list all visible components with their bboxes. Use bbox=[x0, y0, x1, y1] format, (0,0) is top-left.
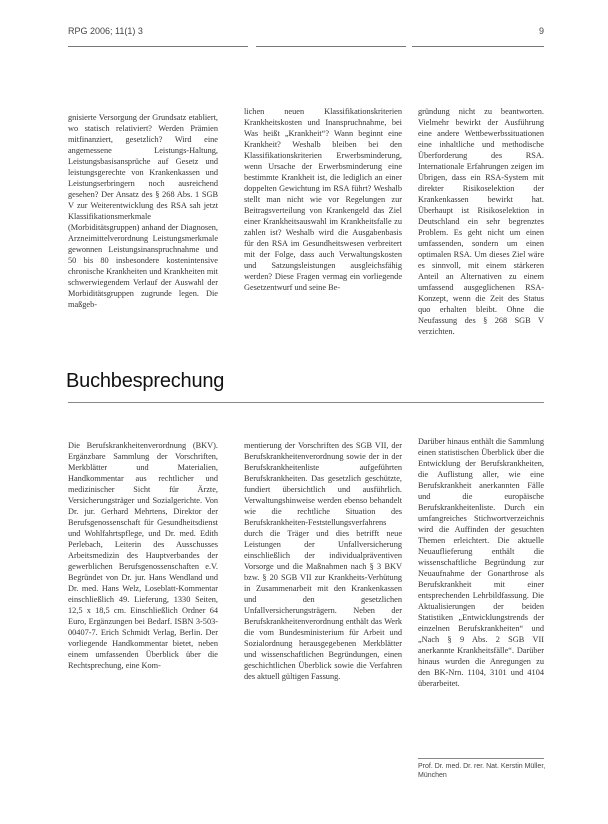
reviewer-credit: Prof. Dr. med. Dr. rer. Nat. Kerstin Müller, München bbox=[418, 763, 546, 779]
review-text-column-1: Die Berufskrankheitenverordnung (BKV). Ergänzbare Sammlung der Vorschriften, Merkblätter und Materialien, Handkommentar aus rechtlicher und medizinischer Sicht für Ärzte, Versicherungsträger und Sozialgerichte. Von Dr. jur. Gerhard Mehrtens, Direktor der Berufsgenossenschaft für Gesundheitsdienst und Wohlfahrtspflege, und Dr. med. Edith Perlebach, Leiterin des Ausschusses Arbeitsmedizin des Hauptverbandes der gewerblichen Berufsgenossenschaften e.V. Begründet von Dr. jur. Hans Wendland und Dr. med. Hans Welz, Loseblatt-Kommentar einschließlich 49. Lieferung, 1330 Seiten, 12,5 x 18,5 cm. Einschließlich Ordner 64 Euro, Ergänzungen bei Bedarf. ISBN 3-503-00407-7. Erich Schmidt Verlag, Berlin. Der vorliegende Handkommentar bietet, neben einem umfassenden Überblick über die Rechtsprechung, eine Kom- bbox=[68, 441, 218, 670]
section-heading: Buchbesprechung bbox=[66, 370, 225, 392]
review-text-column-3: Darüber hinaus enthält die Sammlung einen statistischen Überblick über die Entwicklung der Berufskrankheiten, die Auflistung aller, wie eine Berufskrankheit anerkannten Fälle und die europäische Berufskrankheitenliste. Durch ein umfangreiches Stichwortverzeichnis wird die Auffinden der gesuchten Themen erleichtert. Die aktuelle Neuauflieferung enthält die wissenschaftliche Begründung zur Neuaufnahme der Gonarthrose als Berufskrankheit mit einer entsprechenden Lehrbildfassung. Die Aktualisierungen der beiden Statistiken „Entwicklungstrends der einzelnen Berufskrankheiten“ und „Nach § 9 Abs. 2 SGB VII anerkannte Krankheitsfälle“. Darüber hinaus wurden die Anregungen zu den BK-Nrn. 1104, 3101 und 4104 überarbeitet. bbox=[418, 437, 544, 688]
header-rule-left bbox=[68, 46, 248, 47]
header-rule-middle bbox=[256, 46, 406, 47]
review-text-column-2: mentierung der Vorschriften des SGB VII, der Berufskrankheitenverordnung sowie der in der Berufskrankheitenliste aufgeführten Berufskrankheiten. Das gesetzlich geschützte, fundiert übersichtlich und ausführlich. Verwaltungshinweise werden ebenso behandelt wie die rechtliche Situation des Berufskrankheiten-Feststellungsverfahrens durch die Träger und dies betrifft neue Leistungen der Unfallversicherung einschließlich der individualpräventiven Vorsorge und die Maßnahmen nach § 3 BKV bzw. § 20 SGB VII zur Krankheits-Verhütung in Zusammenarbeit mit den Krankenkassen und den gesetzlichen Unfallversicherungsträgern. Neben der Berufskrankheitenverordnung enthält das Werk die vom Bundesministerium für Arbeit und Sozialordnung herausgegebenen Merkblätter und wissenschaftlichen Begründungen, einen geschichtlichen Überblick sowie die Verfahren des aktuell gültigen Fassung. bbox=[244, 441, 402, 681]
article-column-3 bbox=[418, 106, 544, 337]
review-column-3 bbox=[418, 436, 544, 689]
page-number: 9 bbox=[538, 26, 544, 36]
journal-citation: RPG 2006; 11(1) 3 bbox=[68, 26, 143, 36]
section-rule bbox=[68, 402, 544, 403]
credit-rule bbox=[418, 758, 544, 759]
article-text-column-1: gnisierte Versorgung der Grundsatz etabliert, wo statisch relativiert? Werden Prämien mitfinanziert, gesetzlich? Wird eine angemessene Leistungs-Haltung, Leistungsbasisansprüche auf Gesetz und leistungsgerechte von Krankenkassen und Leistungserbringern noch ausreichend gesehen? Der Ansatz des § 268 Abs. 1 SGB V zur Weiterentwicklung des RSA sah jetzt Klassifikationsmerkmale (Morbiditätsgruppen) anhand der Diagnosen, Arzneimittelverordnung Leistungsmerkmale gewonnen Leistungsinanspruchnahme und 50 bis 80 insbesondere kostenintensive chronische Krankheiten und Krankheiten mit schwerwiegendem Verlauf der Auswahl der Morbiditätsgruppen zugrunde legen. Die maßgeb- bbox=[68, 113, 218, 309]
article-text-column-2: lichen neuen Klassifikationskriterien Krankheitskosten und Inanspruchnahme, bei Was heißt „Krankheit“? Wann beginnt eine Krankheit? Weshalb bleiben bei den Klassifikationskriterien Erwerbsminderung, wenn Ursache der Erwerbsminderung eine bestimmte Krankheit ist, die lediglich an einer doppelten Gewichtung im RSA führt? Weshalb stellt man nicht wie vor Regelungen zur Beitragsverteilung von Krankengeld das Ziel einer Krankheitsauswahl im Krankheitsfalle zu zahlen ist? Weshalb wird die Ausgabenbasis für den RSA im Gesundheitswesen verbreitert mit der Folge, dass auch Verwaltungskosten und Satzungsleistungen ausgleichsfähig werden? Diese Fragen vermag ein vorliegende Gesetzentwurf und seine Be- bbox=[244, 107, 402, 292]
header-rule-right bbox=[412, 46, 544, 47]
running-header bbox=[68, 26, 544, 42]
review-column-2 bbox=[244, 440, 402, 682]
article-column-1 bbox=[68, 112, 218, 310]
article-column-2 bbox=[244, 106, 402, 293]
article-text-column-3: gründung nicht zu beantworten. Vielmehr bewirkt der Ausführung eine andere Wettbewerbssituationen eine inhaltliche und methodische Überforderung des RSA. Internationale Erfahrungen zeigen im Übrigen, dass ein RSA-System mit direkter Risikoselektion der Krankenkassen bewirkt hat. Überhaupt ist Risikoselektion in Deutschland ein sehr begrenztes Problem. Es geht nicht um einen umfassenden, sondern um einen optimalen RSA. Um dieses Ziel wäre es sinnvoll, mit einem stärkeren Anteil an Alternativen zu einem umfassend ausgeglichenen RSA-Konzept, wenn die Zeit des Status quo erhalten bleibt. Ohne die Neufassung des § 268 SGB V verzichten. bbox=[418, 107, 544, 336]
review-column-1 bbox=[68, 440, 218, 671]
